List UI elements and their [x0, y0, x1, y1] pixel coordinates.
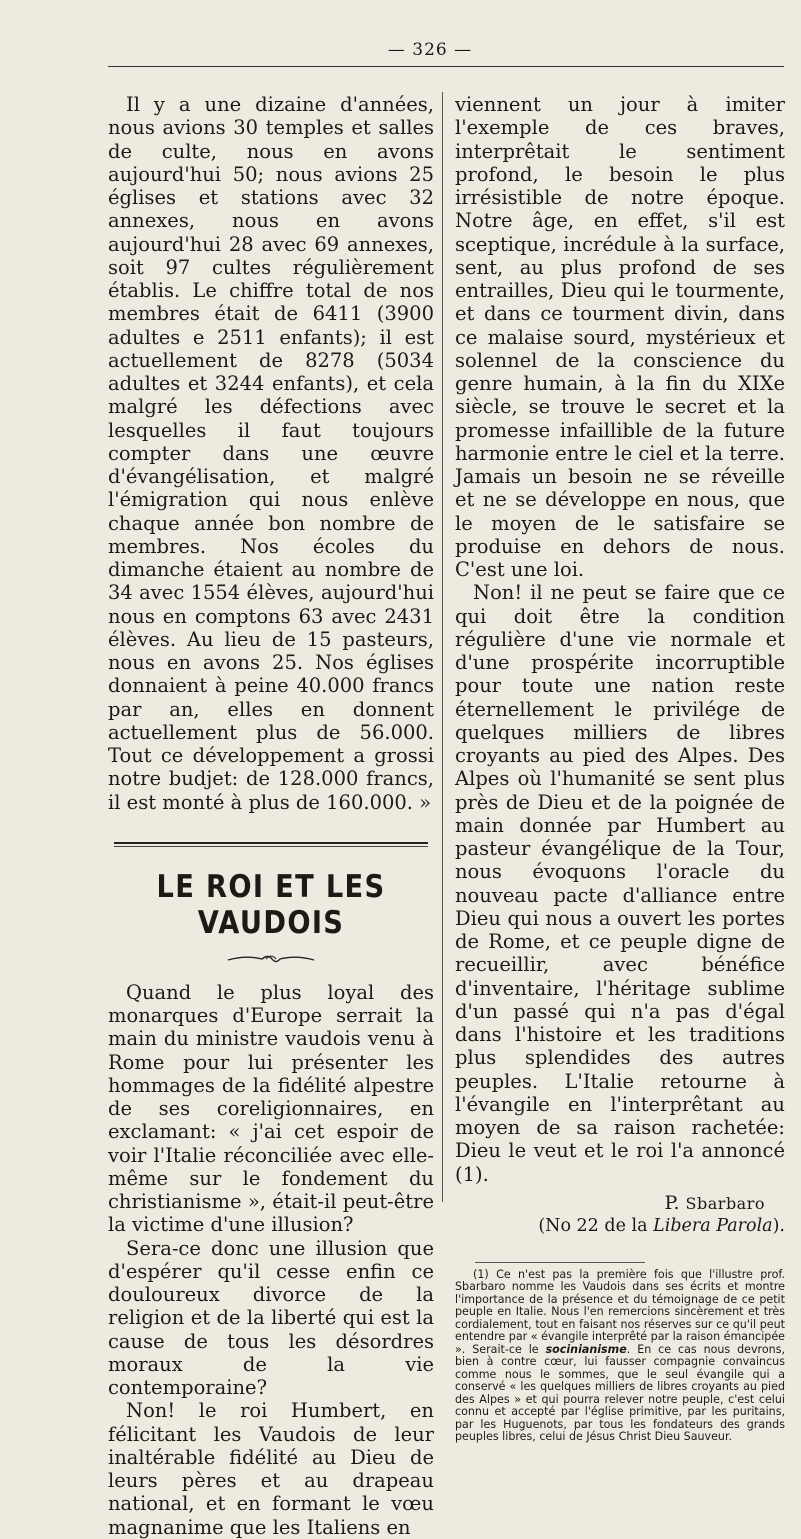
paragraph: Sera-ce donc une illusion que d'espérer qu'il cesse enfin ce douloureux divorce de la religion et de la liberté qui est la cause de tous les désordres moraux de la vie contemporaine? [108, 1236, 434, 1399]
article-title: LE ROI ET LES VAUDOIS [156, 868, 386, 941]
footnote-italic: socinianisme [545, 1342, 627, 1356]
header-rule [108, 66, 784, 67]
footnote-rule [475, 1262, 645, 1263]
source-suffix: ). [772, 1215, 785, 1236]
signature-name: Sbarbaro [685, 1193, 765, 1213]
source-title: Libera Parola [653, 1215, 773, 1236]
paragraph: Non! le roi Humbert, en félicitant les Vaudois de leur inaltérable fidélité au Dieu de leurs pères et au drapeau national, et en formant le vœu magnanime que les Italiens en [108, 1399, 434, 1539]
paragraph: viennent un jour à imiter l'exemple de ces braves, interprêtait le sentiment profond, le besoin le plus irrésistible de notre époque. Notre âge, en effet, s'il est sceptique, incrédule à la surface, sent, au plus profond de ses entrailles, Dieu qui le tourmente, et dans ce tourment divin, dans ce malaise sourd, mystérieux et solennel de la conscience du genre humain, à la fin du XIXe siècle, se trouve le secret et la promesse infaillible de la future harmonie entre le ciel et la terre. Jamais un besoin ne se réveille et ne se développe en nous, que le moyen de le satisfaire se produise en dehors de nous. C'est une loi. [455, 93, 785, 581]
left-column [108, 93, 434, 1539]
source-citation [455, 1216, 785, 1236]
footnote-text: (1) Ce n'est pas la première fois que l'illustre prof. Sbarbaro nomme les Vaudois dans ses écrits et montre l'importance de la présence et du témoignage de ce petit peuple en Italie. Nous l'en remercions sincèrement et très cordialement, tout en faisant nos réserves sur ce qu'il peut entendre par « évangile interprêté par la raison émancipée ». Serait-ce le [455, 1267, 785, 1356]
quote-paragraph: Il y a une dizaine d'années, nous avions 30 temples et salles de culte, nous en avons aujourd'hui 50; nous avions 25 églises et stations avec 32 annexes, nous en avons aujourd'hui 28 avec 69 annexes, soit 97 cultes régulièrement établis. Le chiffre total de nos membres était de 6411 (3900 adultes e 2511 enfants); il est actuellement de 8278 (5034 adultes et 3244 enfants), et cela malgré les défections avec lesquelles il faut toujours compter dans une œuvre d'évangélisation, et malgré l'émigration qui nous enlève chaque année bon nombre de membres. Nos écoles du dimanche étaient au nombre de 34 avec 1554 élèves, aujourd'hui nous en comptons 63 avec 2431 élèves. Au lieu de 15 pasteurs, nous en avons 25. Nos églises donnaient à peine 40.000 francs par an, elles en donnent actuellement plus de 56.000. Tout ce développement a grossi notre budjet: de 128.000 francs, il est monté à plus de 160.000. » [108, 93, 434, 814]
right-column [455, 93, 785, 1444]
footnote [455, 1269, 785, 1444]
page-number: — 326 — [387, 40, 473, 60]
signature-initial: P. [664, 1191, 680, 1214]
section-rule [114, 842, 428, 844]
section-rule-thin [114, 846, 428, 847]
paragraph: Non! il ne peut se faire que ce qui doit être la condition régulière d'une vie normale et d'une prospérite incorruptible pour toute une nation reste éternellement le privilége de quelques milliers de libres croyants au pied des Alpes. Des Alpes où l'humanité se sent plus près de Dieu et de la poignée de main donnée par Humbert au pasteur évangélique de la Tour, nous évoquons l'oracle du nouveau pacte d'alliance entre Dieu qui nous a ouvert les portes de Rome, et ce peuple digne de recueillir, avec bénéfice d'inventaire, l'héritage sublime d'un passé qui n'a pas d'égal dans l'histoire et les traditions plus splendides des autres peuples. L'Italie retourne à l'évangile en l'interprêtant au moyen de sa raison rachetée: Dieu le veut et le roi l'a annoncé (1). [455, 581, 785, 1186]
ornament-flourish [226, 953, 316, 965]
footnote-text: . En ce cas nous devrons, bien à contre cœur, lui fausser compagnie convaincus comme nous le sommes, que le seul évangile qui a conservé « les quelques milliers de libres croyants au pied des Alpes » et qui pourra relever notre peuple, c'est celui connu et accepté par l'église primitive, par les puritains, par les Huguenots, par tous les fondateurs des grands peuples libres, celui de Jésus Christ Dieu Sauveur. [455, 1342, 785, 1444]
source-prefix: (No 22 de la [538, 1215, 654, 1236]
paragraph: Quand le plus loyal des monarques d'Europe serrait la main du ministre vaudois venu à Rome pour lui présenter les hommages de la fidélité alpestre de ses coreligionnaires, en exclamant: « j'ai cet espoir de voir l'Italie réconciliée avec elle-même sur le fondement du christianisme », était-il peut-être la victime d'une illusion? [108, 980, 434, 1237]
author-signature [455, 1192, 785, 1214]
column-divider [442, 92, 443, 1202]
